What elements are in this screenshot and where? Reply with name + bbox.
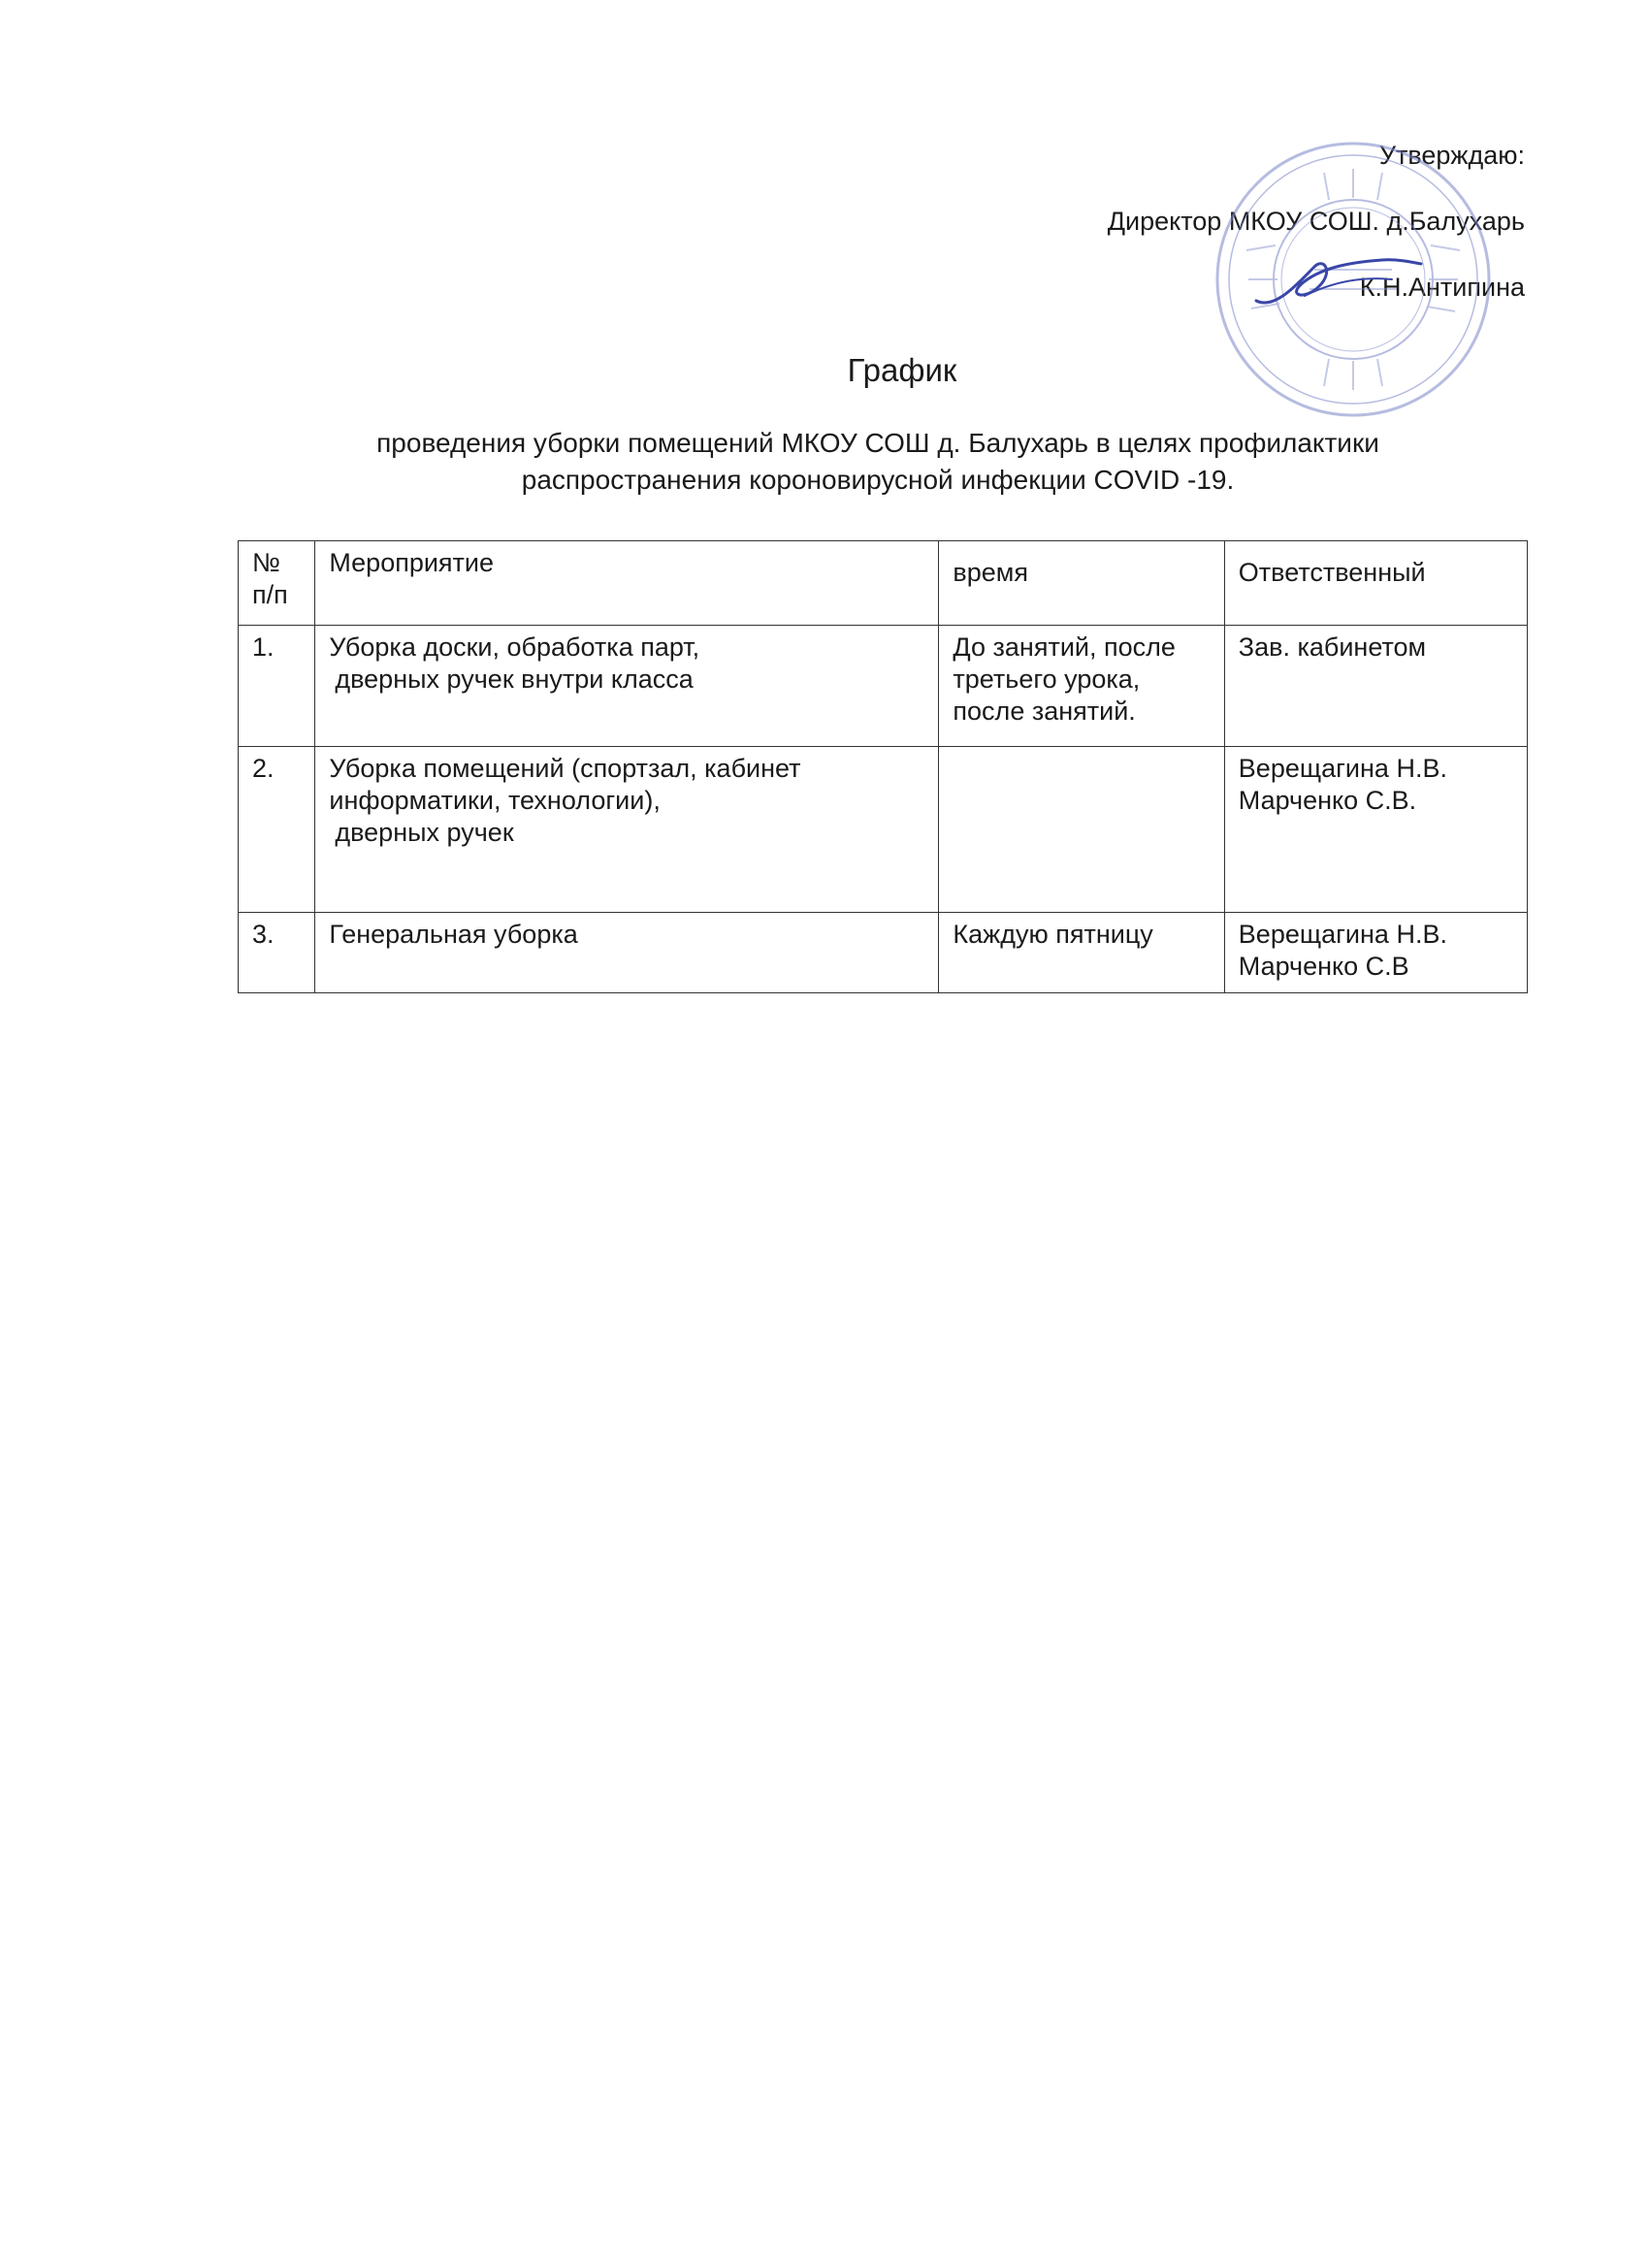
cell-line: Каждую пятницу <box>953 920 1153 949</box>
subtitle-line: проведения уборки помещений МКОУ СОШ д. Балухарь в целях профилактики <box>376 428 1379 458</box>
approval-position: Директор МКОУ СОШ. д.Балухарь <box>1107 207 1525 236</box>
cell-line: информатики, технологии), <box>329 786 661 815</box>
cell-line: после занятий. <box>953 697 1136 726</box>
cell-line: Верещагина Н.В. <box>1238 754 1447 783</box>
cell-line: Верещагина Н.В. <box>1238 920 1447 949</box>
cell-event <box>315 913 939 993</box>
signature-icon <box>1246 243 1431 320</box>
header-number-label: п/п <box>252 580 288 609</box>
header-responsible-label: Ответственный <box>1238 558 1426 587</box>
header-time-label: время <box>953 558 1028 587</box>
cell-line: дверных ручек внутри класса <box>335 664 694 694</box>
cell-responsible <box>1224 913 1527 993</box>
cell-number: 1. <box>239 626 315 747</box>
cell-line: третьего урока, <box>953 664 1141 694</box>
cell-number: 2. <box>239 747 315 913</box>
table-row <box>239 913 1528 993</box>
cell-responsible <box>1224 747 1527 913</box>
document-subtitle <box>53 425 1649 499</box>
cell-time <box>939 913 1224 993</box>
cell-event <box>315 626 939 747</box>
cell-responsible <box>1224 626 1527 747</box>
cell-line: Марченко С.В <box>1238 952 1409 981</box>
table-row <box>239 747 1528 913</box>
header-event: Мероприятие <box>315 541 939 626</box>
cell-line: Генеральная уборка <box>329 920 578 949</box>
cell-line: До занятий, после <box>953 632 1176 662</box>
header-number <box>239 541 315 626</box>
cell-line: Зав. кабинетом <box>1238 632 1427 662</box>
cell-line: Марченко С.В. <box>1238 786 1417 815</box>
document-title: График <box>847 352 957 388</box>
cell-time <box>939 747 1224 913</box>
approval-label: Утверждаю: <box>1378 141 1525 170</box>
table-row <box>239 626 1528 747</box>
approval-signatory: К.Н.Антипина <box>1359 273 1525 302</box>
cell-line: Уборка доски, обработка парт, <box>329 632 700 662</box>
schedule-table <box>238 540 1528 993</box>
cell-line: дверных ручек <box>335 818 514 847</box>
cell-event <box>315 747 939 913</box>
cell-number: 3. <box>239 913 315 993</box>
header-time <box>939 541 1224 626</box>
table-header-row <box>239 541 1528 626</box>
cell-time <box>939 626 1224 747</box>
subtitle-line: распространения короновирусной инфекции COVID -19. <box>521 465 1235 495</box>
cell-line: Уборка помещений (спортзал, кабинет <box>329 754 801 783</box>
header-responsible <box>1224 541 1527 626</box>
header-number-symbol: № <box>252 548 280 577</box>
